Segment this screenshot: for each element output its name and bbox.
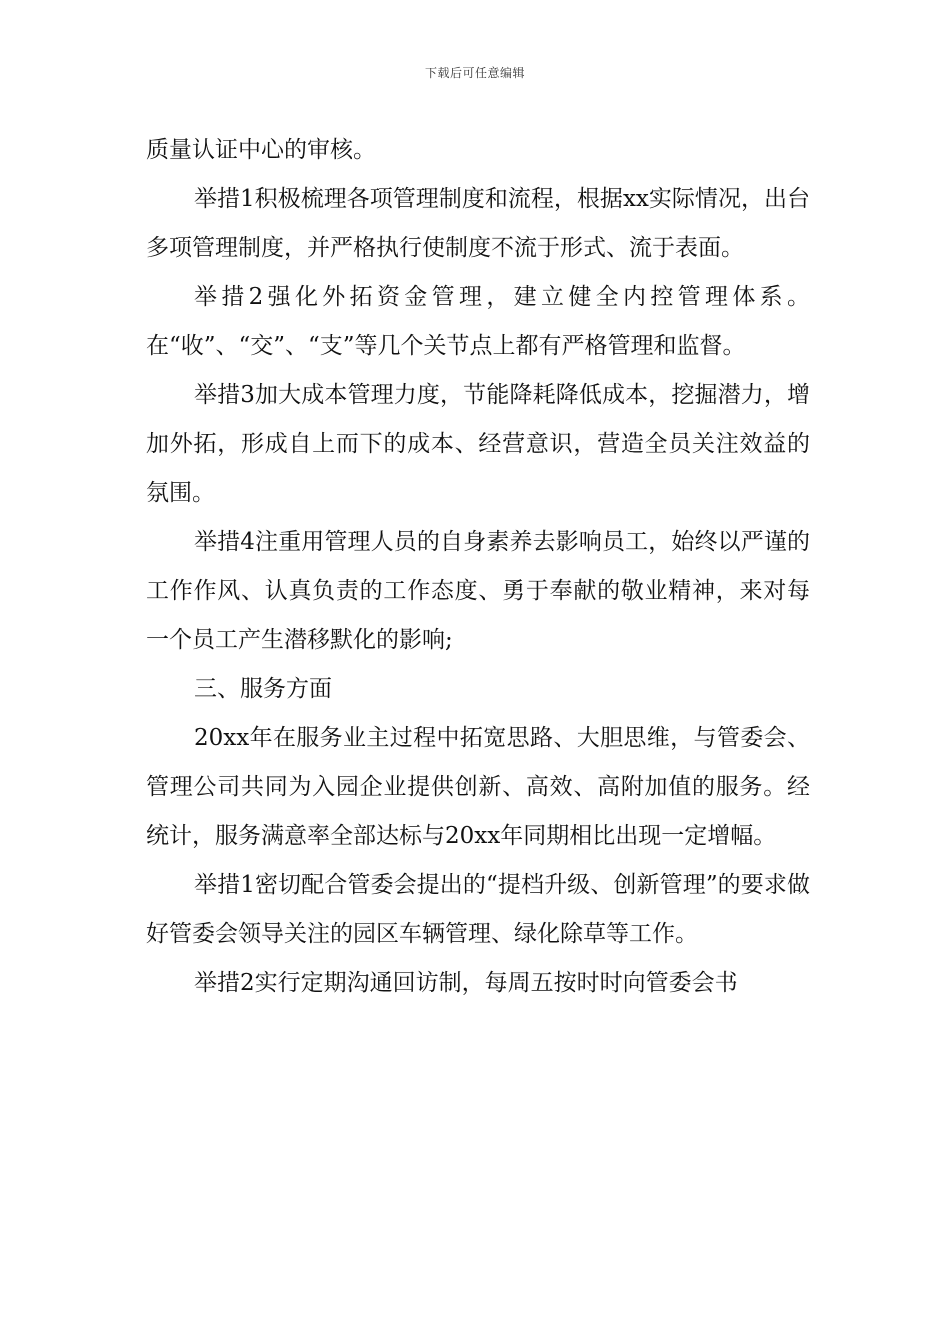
paragraph-8: 举措2实行定期沟通回访制，每周五按时时向管委会书 [194,970,738,996]
paragraph-4: 举措3加大成本管理力度，节能降耗降低成本，挖掘潜力，增加外拓，形成自上而下的成本、经营意识，营造全员关注效益的氛围。 [146,382,810,506]
paragraph-3: 举措2强化外拓资金管理，建立健全内控管理体系。在“收”、“交”、“支”等几个关节点上都有严格管理和监督。 [146,284,810,359]
document-body [146,126,810,1008]
paragraph-2: 举措1积极梳理各项管理制度和流程，根据xx实际情况，出台多项管理制度，并严格执行使制度不流于形式、流于表面。 [146,186,810,261]
paragraph-7: 举措1密切配合管委会提出的“提档升级、创新管理”的要求做好管委会领导关注的园区车辆管理、绿化除草等工作。 [146,872,810,947]
section-heading: 三、服务方面 [194,676,332,702]
page-header: 下载后可任意编辑 [424,66,525,80]
paragraph-6: 20xx年在服务业主过程中拓宽思路、大胆思维，与管委会、管理公司共同为入园企业提供创新、高效、高附加值的服务。经统计，服务满意率全部达标与20xx年同期相比出现一定增幅。 [146,725,810,849]
paragraph-5: 举措4注重用管理人员的自身素养去影响员工，始终以严谨的工作作风、认真负责的工作态度、勇于奉献的敬业精神，来对每一个员工产生潜移默化的影响; [146,529,810,653]
paragraph-1: 质量认证中心的审核。 [146,137,376,163]
